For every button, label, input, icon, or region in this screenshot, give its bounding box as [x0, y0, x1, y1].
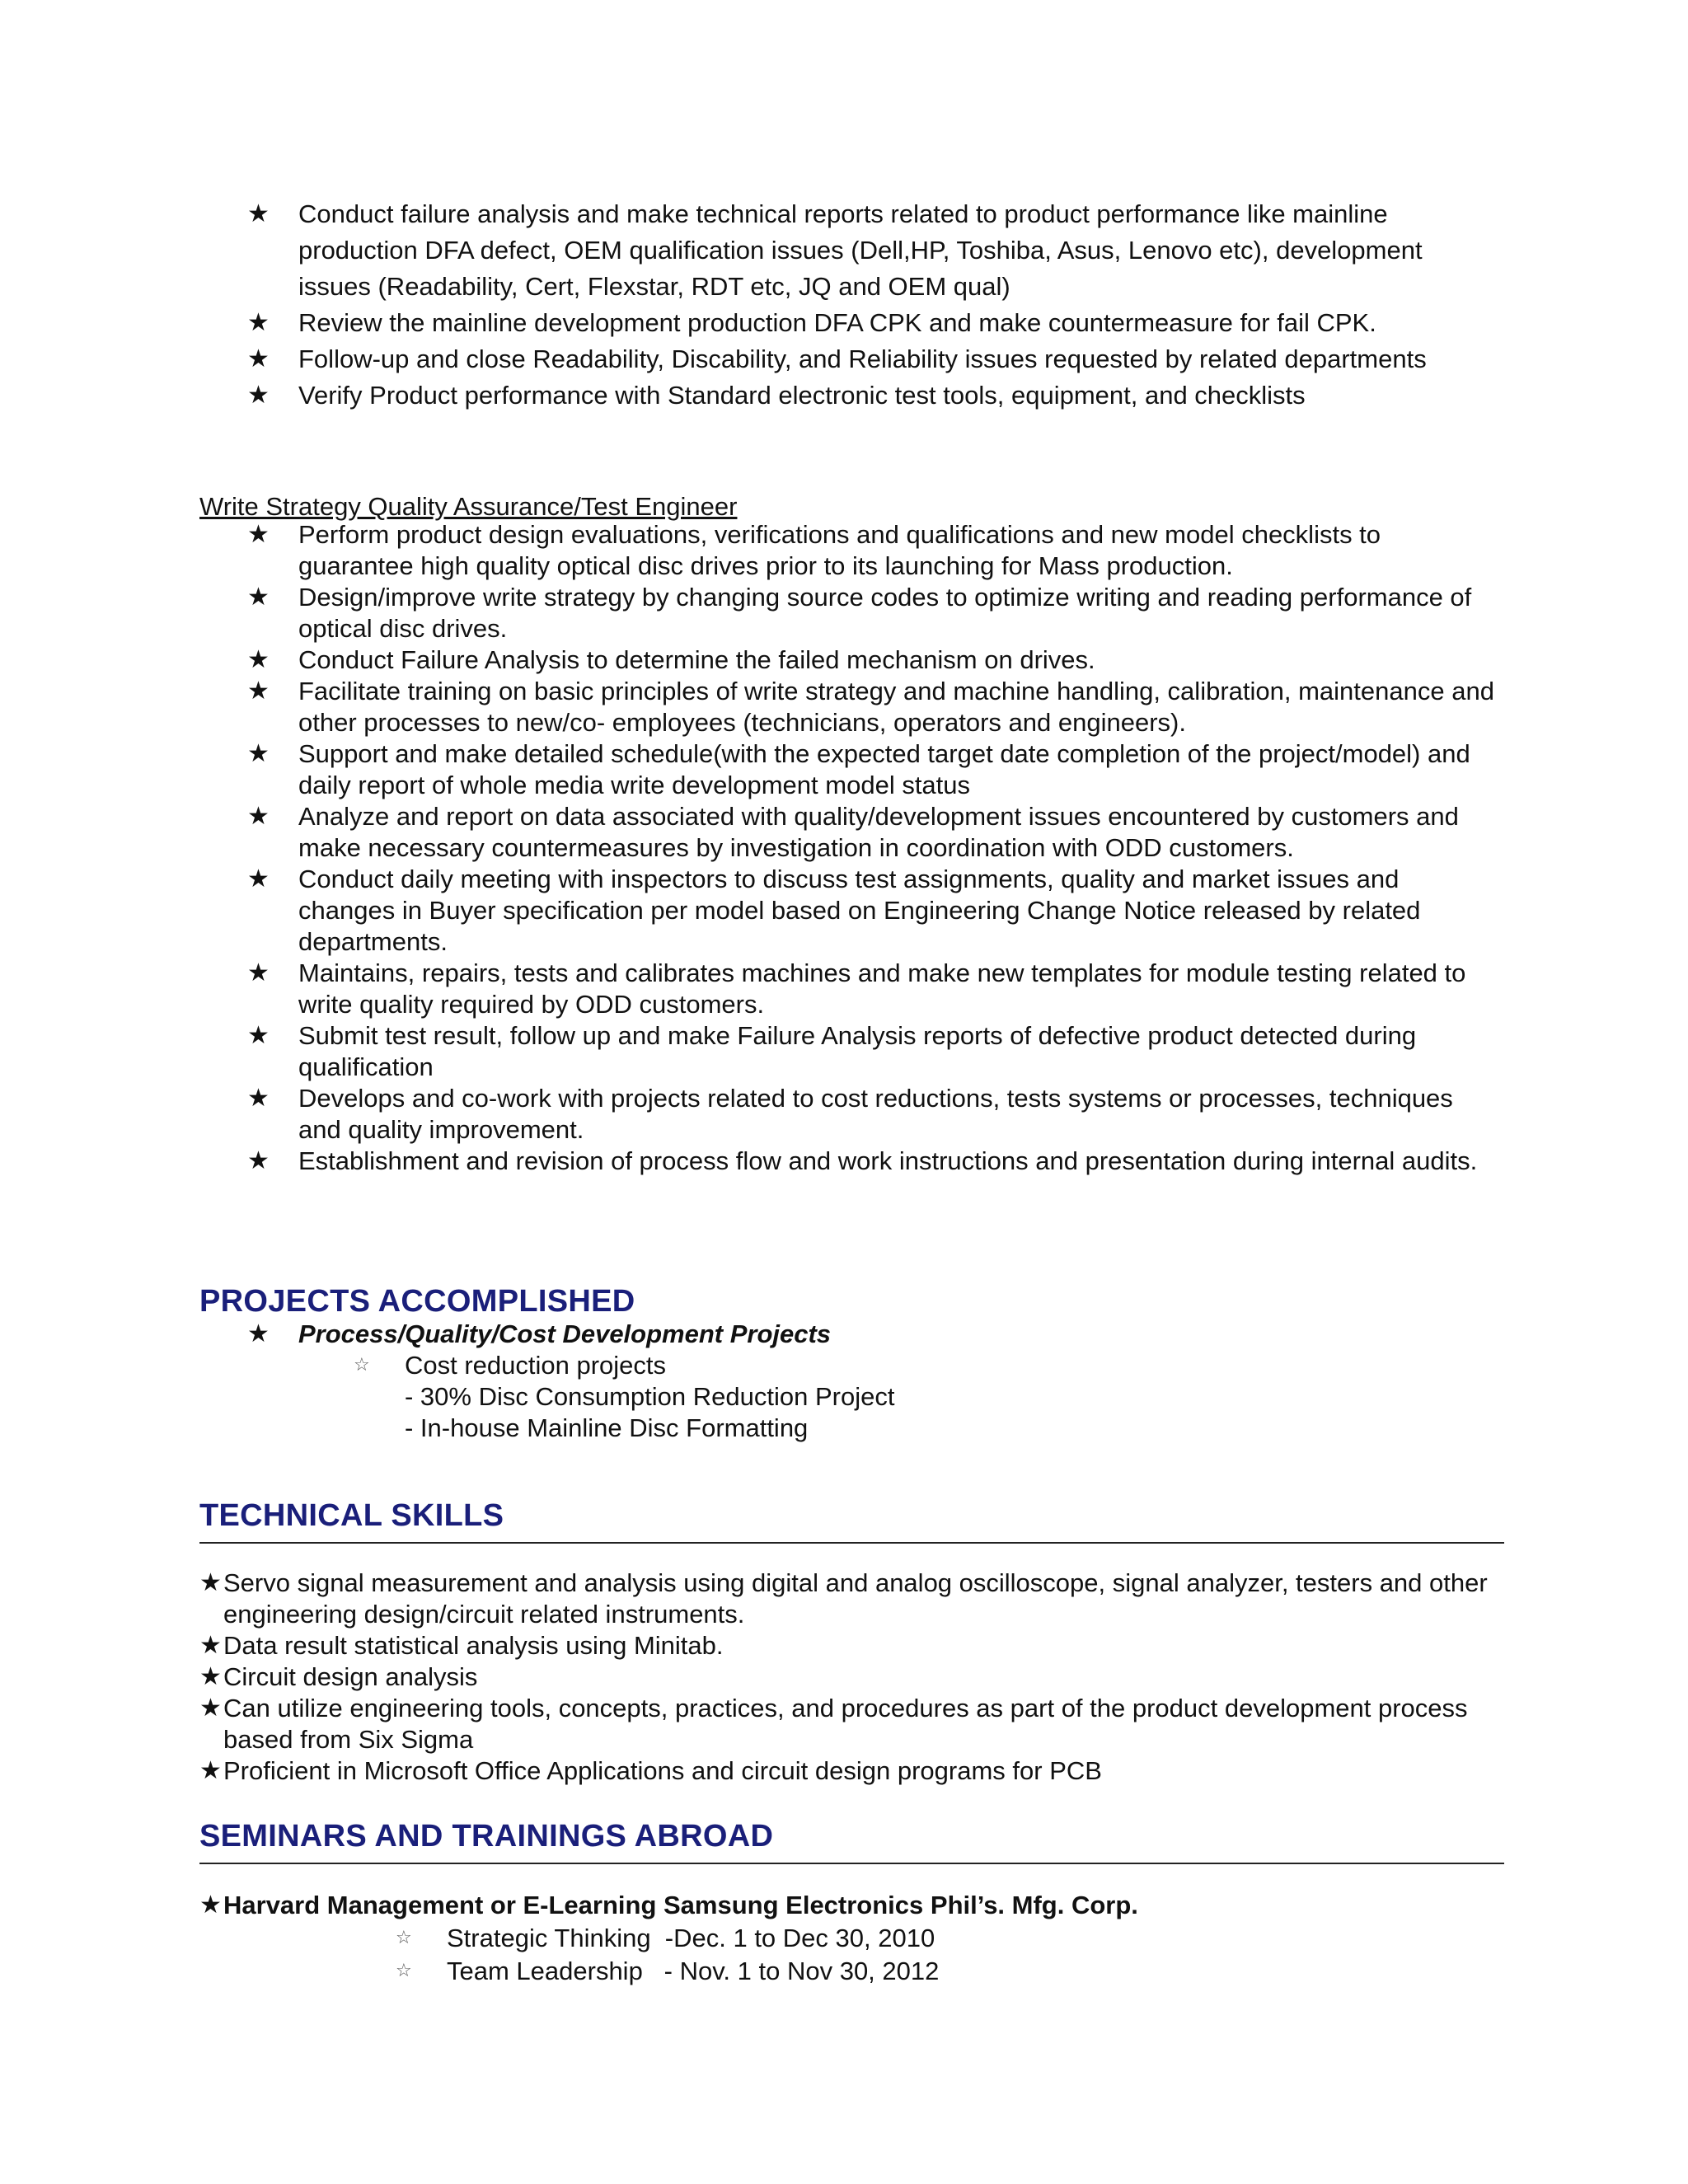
star-bullet-icon: ★: [199, 1631, 222, 1660]
star-bullet-icon: ★: [247, 199, 270, 228]
list-item: ★ Analyze and report on data associated with quality/development issues encountered by customers and make necessary countermeasures by investigation in coordination with ODD customers.: [247, 802, 1459, 862]
list-item: ★ Follow-up and close Readability, Discability, and Reliability issues requested by related departments: [247, 341, 1500, 377]
list-item: [199, 1889, 1504, 1922]
star-bullet-icon: ★: [247, 344, 270, 373]
star-bullet-icon: ★: [247, 802, 270, 831]
projects-heading: PROJECTS ACCOMPLISHED: [199, 1284, 635, 1319]
star-bullet-icon: ★: [247, 381, 270, 410]
star-bullet-icon: ★: [199, 1756, 222, 1785]
list-item: ★ Conduct Failure Analysis to determine the failed mechanism on drives.: [247, 645, 1095, 674]
star-bullet-icon: ★: [247, 865, 270, 893]
technical-skills-list: [199, 1568, 1504, 1787]
role-duties-list: [247, 519, 1500, 1177]
project-sub-list: [354, 1350, 1500, 1381]
star-bullet-icon: ★: [199, 1891, 222, 1919]
responsibilities-list: [247, 196, 1500, 414]
projects-list: [247, 1319, 1500, 1444]
project-line: - In-house Mainline Disc Formatting: [405, 1413, 809, 1442]
star-bullet-icon: ★: [247, 739, 270, 768]
section-divider: [199, 1542, 1504, 1544]
star-bullet-icon: ★: [247, 645, 270, 674]
list-item: ★ Review the mainline development production DFA CPK and make countermeasure for fail CPK.: [247, 305, 1500, 341]
list-item: ★ Maintains, repairs, tests and calibrates machines and make new templates for module testing related to write quality required by ODD customers.: [247, 958, 1466, 1019]
star-bullet-icon: ★: [247, 520, 270, 549]
list-item: ★ Proficient in Microsoft Office Applications and circuit design programs for PCB: [199, 1756, 1102, 1785]
list-item: ★ Design/improve write strategy by changing source codes to optimize writing and reading performance of optical disc drives.: [247, 583, 1472, 643]
project-category: Process/Quality/Cost Development Projects: [298, 1319, 832, 1348]
list-item: ☆ Strategic Thinking -Dec. 1 to Dec 30, 2010: [396, 1922, 939, 1955]
star-bullet-icon: ★: [247, 1021, 270, 1050]
list-item: ★ Support and make detailed schedule(with the expected target date completion of the project/model) and daily report of whole media write development model status: [247, 739, 1470, 799]
list-item: ★ Data result statistical analysis using Minitab.: [199, 1631, 724, 1660]
project-line: - 30% Disc Consumption Reduction Project: [405, 1382, 895, 1411]
list-item: ★ Establishment and revision of process flow and work instructions and presentation during internal audits.: [247, 1146, 1478, 1175]
outline-star-icon: ☆: [396, 1961, 412, 1981]
seminar-provider: Harvard Management or E-Learning Samsung Electronics Phil’s. Mfg. Corp.: [223, 1891, 1138, 1919]
role-title: Write Strategy Quality Assurance/Test Engineer: [199, 492, 738, 521]
star-bullet-icon: ★: [247, 308, 270, 337]
star-bullet-icon: ★: [247, 677, 270, 705]
list-item: ★ Verify Product performance with Standard electronic test tools, equipment, and checklists: [247, 377, 1500, 414]
star-bullet-icon: ★: [247, 1084, 270, 1113]
list-item: ★ Facilitate training on basic principles of write strategy and machine handling, calibration, maintenance and other processes to new/co- employees (technicians, operators and engineers).: [247, 677, 1494, 737]
seminars-list: [199, 1889, 1504, 1922]
star-bullet-icon: ★: [247, 1319, 270, 1348]
star-bullet-icon: ★: [199, 1662, 222, 1691]
list-item: [247, 1319, 1500, 1444]
star-bullet-icon: ★: [199, 1694, 222, 1722]
list-item: ☆ Team Leadership - Nov. 1 to Nov 30, 2012: [396, 1955, 939, 1988]
list-item: ☆ Cost reduction projects: [354, 1351, 667, 1380]
list-item: ★ Servo signal measurement and analysis using digital and analog oscilloscope, signal analyzer, testers and other engineering design/circuit related instruments.: [199, 1568, 1488, 1629]
star-bullet-icon: ★: [247, 583, 270, 612]
seminar-courses-list: [396, 1922, 939, 1988]
star-bullet-icon: ★: [199, 1568, 222, 1597]
seminars-heading: SEMINARS AND TRAININGS ABROAD: [199, 1819, 774, 1854]
list-item: ★ Submit test result, follow up and make Failure Analysis reports of defective product detected during qualification: [247, 1021, 1417, 1081]
outline-star-icon: ☆: [396, 1928, 412, 1948]
section-divider: [199, 1863, 1504, 1864]
list-item: ★ Perform product design evaluations, verifications and qualifications and new model checklists to guarantee high quality optical disc drives prior to its launching for Mass production.: [247, 520, 1381, 580]
star-bullet-icon: ★: [247, 1146, 270, 1175]
list-item: ★ Circuit design analysis: [199, 1662, 478, 1691]
list-item: ★ Develops and co-work with projects related to cost reductions, tests systems or processes, techniques and quality improvement.: [247, 1084, 1453, 1144]
star-bullet-icon: ★: [247, 958, 270, 987]
list-item: ★ Conduct failure analysis and make technical reports related to product performance like mainline production DFA defect, OEM qualification issues (Dell,HP, Toshiba, Asus, Lenovo etc), development issues (Readability, Cert, Flexstar, RDT etc, JQ and OEM qual): [247, 196, 1500, 305]
outline-star-icon: ☆: [354, 1355, 370, 1376]
technical-skills-heading: TECHNICAL SKILLS: [199, 1498, 504, 1533]
list-item: ★ Can utilize engineering tools, concepts, practices, and procedures as part of the product development process based from Six Sigma: [199, 1694, 1468, 1754]
list-item: ★ Conduct daily meeting with inspectors to discuss test assignments, quality and market issues and changes in Buyer specification per model based on Engineering Change Notice released by related departments.: [247, 865, 1421, 956]
